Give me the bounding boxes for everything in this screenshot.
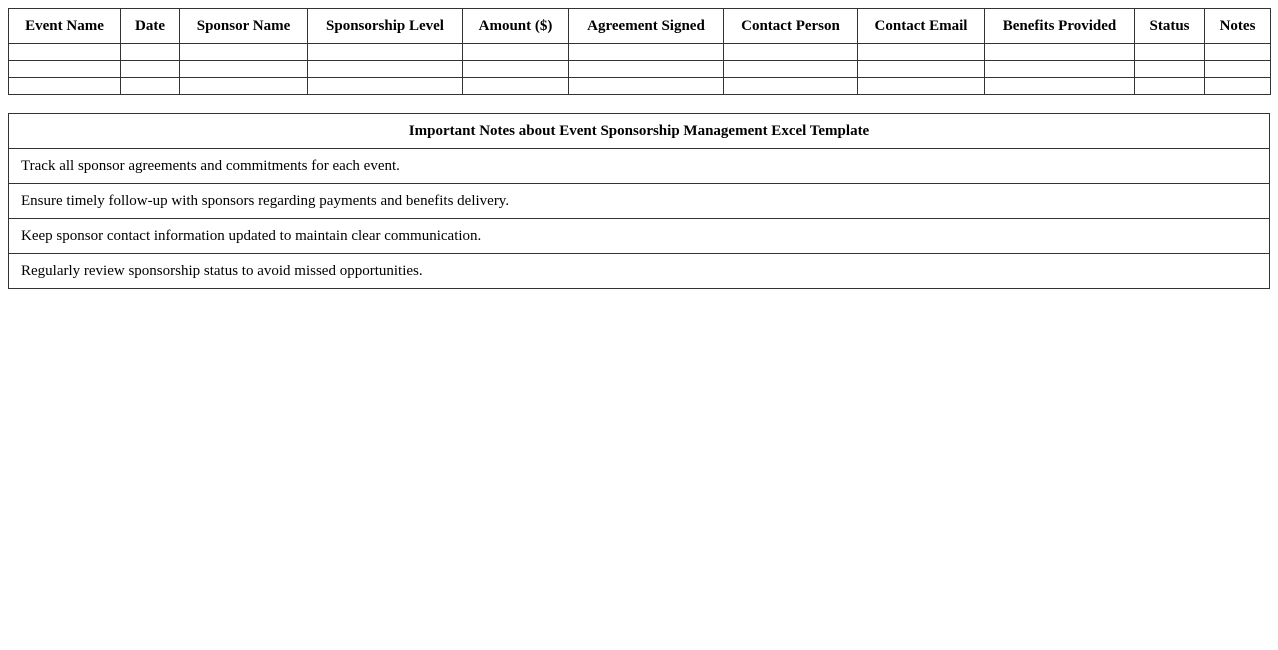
note-row bbox=[9, 254, 1270, 289]
column-header-benefits-provided[interactable]: Benefits Provided bbox=[985, 9, 1135, 44]
column-header-contact-person[interactable]: Contact Person bbox=[724, 9, 858, 44]
column-header-sponsor-name[interactable]: Sponsor Name bbox=[180, 9, 308, 44]
table-row bbox=[9, 44, 1271, 61]
cell-date[interactable] bbox=[121, 61, 180, 78]
cell-agreement-signed[interactable] bbox=[569, 78, 724, 95]
cell-sponsor-name[interactable] bbox=[180, 61, 308, 78]
column-header-agreement-signed[interactable]: Agreement Signed bbox=[569, 9, 724, 44]
cell-benefits-provided[interactable] bbox=[985, 61, 1135, 78]
cell-contact-email[interactable] bbox=[858, 44, 985, 61]
cell-sponsorship-level[interactable] bbox=[308, 44, 463, 61]
cell-notes[interactable] bbox=[1205, 61, 1271, 78]
cell-sponsor-name[interactable] bbox=[180, 78, 308, 95]
header-row bbox=[9, 9, 1271, 44]
cell-status[interactable] bbox=[1135, 44, 1205, 61]
cell-date[interactable] bbox=[121, 78, 180, 95]
cell-contact-email[interactable] bbox=[858, 61, 985, 78]
cell-contact-person[interactable] bbox=[724, 78, 858, 95]
cell-date[interactable] bbox=[121, 44, 180, 61]
cell-amount[interactable] bbox=[463, 44, 569, 61]
sponsorship-tracker-table bbox=[8, 8, 1271, 95]
column-header-event-name[interactable]: Event Name bbox=[9, 9, 121, 44]
cell-benefits-provided[interactable] bbox=[985, 44, 1135, 61]
note-item: Ensure timely follow-up with sponsors regarding payments and benefits delivery. bbox=[9, 184, 1270, 219]
cell-event-name[interactable] bbox=[9, 78, 121, 95]
cell-amount[interactable] bbox=[463, 61, 569, 78]
cell-notes[interactable] bbox=[1205, 44, 1271, 61]
note-row bbox=[9, 184, 1270, 219]
important-notes-table bbox=[8, 113, 1270, 289]
cell-agreement-signed[interactable] bbox=[569, 61, 724, 78]
cell-notes[interactable] bbox=[1205, 78, 1271, 95]
cell-agreement-signed[interactable] bbox=[569, 44, 724, 61]
notes-title: Important Notes about Event Sponsorship Management Excel Template bbox=[9, 114, 1270, 149]
notes-header-row bbox=[9, 114, 1270, 149]
cell-status[interactable] bbox=[1135, 78, 1205, 95]
cell-sponsorship-level[interactable] bbox=[308, 78, 463, 95]
table-row bbox=[9, 78, 1271, 95]
column-header-amount[interactable]: Amount ($) bbox=[463, 9, 569, 44]
note-row bbox=[9, 219, 1270, 254]
note-item: Regularly review sponsorship status to avoid missed opportunities. bbox=[9, 254, 1270, 289]
cell-contact-person[interactable] bbox=[724, 61, 858, 78]
cell-sponsorship-level[interactable] bbox=[308, 61, 463, 78]
note-row bbox=[9, 149, 1270, 184]
cell-event-name[interactable] bbox=[9, 61, 121, 78]
column-header-notes[interactable]: Notes bbox=[1205, 9, 1271, 44]
cell-contact-email[interactable] bbox=[858, 78, 985, 95]
cell-amount[interactable] bbox=[463, 78, 569, 95]
cell-sponsor-name[interactable] bbox=[180, 44, 308, 61]
column-header-status[interactable]: Status bbox=[1135, 9, 1205, 44]
note-item: Keep sponsor contact information updated to maintain clear communication. bbox=[9, 219, 1270, 254]
cell-contact-person[interactable] bbox=[724, 44, 858, 61]
note-item: Track all sponsor agreements and commitments for each event. bbox=[9, 149, 1270, 184]
cell-event-name[interactable] bbox=[9, 44, 121, 61]
table-row bbox=[9, 61, 1271, 78]
column-header-sponsorship-level[interactable]: Sponsorship Level bbox=[308, 9, 463, 44]
cell-status[interactable] bbox=[1135, 61, 1205, 78]
column-header-date[interactable]: Date bbox=[121, 9, 180, 44]
column-header-contact-email[interactable]: Contact Email bbox=[858, 9, 985, 44]
cell-benefits-provided[interactable] bbox=[985, 78, 1135, 95]
